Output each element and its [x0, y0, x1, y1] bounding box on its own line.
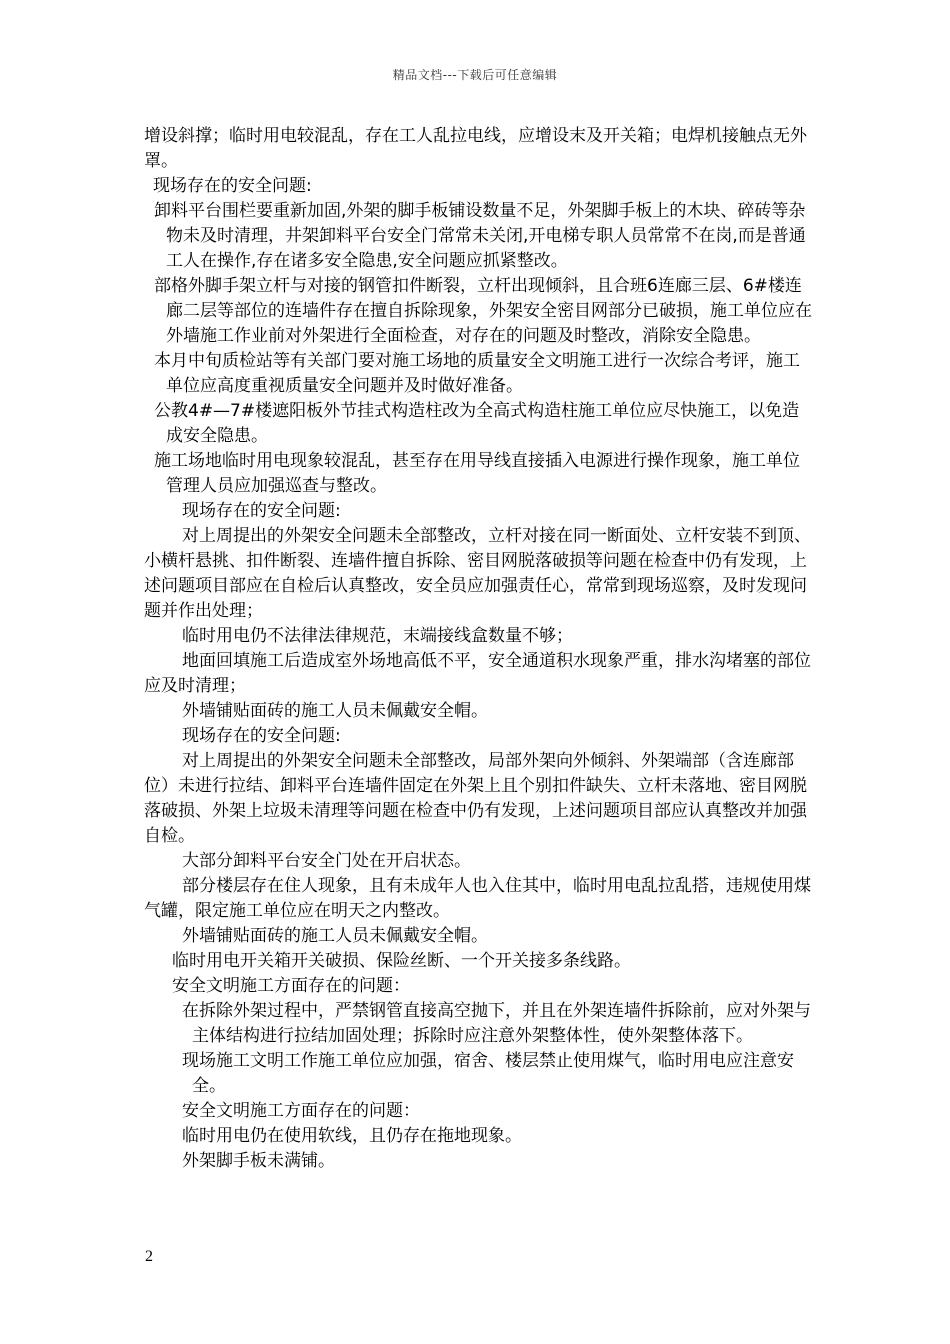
paragraph: 现场存在的安全问题: — [182, 726, 341, 746]
paragraph: 外墙铺贴面砖的施工人员未佩戴安全帽。 — [182, 701, 488, 721]
paragraph: 现场存在的安全问题: — [153, 176, 312, 196]
paragraph: 部分楼层存在住人现象，且有未成年人也入住其中，临时用电乱拉乱搭，违规使用煤气罐，限定施工单位应在明天之内整改。 — [144, 876, 811, 921]
page-header: 精品文档---下载后可任意编辑 — [392, 68, 558, 82]
paragraph: 临时用电开关箱开关破损、保险丝断、一个开关接多条线路。 — [172, 951, 631, 971]
paragraph: 临时用电仍在使用软线，且仍存在拖地现象。 — [182, 1126, 522, 1146]
page-number: 2 — [145, 1248, 153, 1265]
paragraph: 部格外脚手架立杆与对接的钢管扣件断裂，立杆出现倾斜，且合班6连廊三层、6#楼连廊二层等部位的连墙件存在擅自拆除现象，外架安全密目网部分已破损，施工单位应在外墙施工作业前对外架进行全面检查，对存在的问题及时整改，消除安全隐患。 — [154, 276, 812, 346]
paragraph: 卸料平台围栏要重新加固,外架的脚手板铺设数量不足，外架脚手板上的木块、碎砖等杂物未及时清理，井架卸料平台安全门常常未关闭,开电梯专职人员常常不在岗,而是普通工人在操作,存在诸多安全隐患,安全问题应抓紧整改。 — [154, 201, 806, 271]
paragraph: 大部分卸料平台安全门处在开启状态。 — [182, 851, 471, 871]
paragraph: 安全文明施工方面存在的问题： — [172, 976, 410, 996]
paragraph: 公教4#—7#楼遮阳板外节挂式构造柱改为全高式构造柱施工单位应尽快施工，以免造成安全隐患。 — [154, 401, 800, 446]
paragraph: 本月中旬质检站等有关部门要对施工场地的质量安全文明施工进行一次综合考评，施工单位应高度重视质量安全问题并及时做好准备。 — [154, 351, 800, 396]
document-body — [144, 124, 816, 1174]
paragraph: 对上周提出的外架安全问题未全部整改，立杆对接在同一断面处、立杆安装不到顶、小横杆悬挑、扣件断裂、连墙件擅自拆除、密目网脱落破损等问题在检查中仍有发现，上述问题项目部应在自检后认真整改，安全员应加强责任心，常常到现场巡察，及时发现问题并作出处理； — [144, 526, 811, 621]
paragraph: 安全文明施工方面存在的问题： — [182, 1101, 420, 1121]
paragraph: 地面回填施工后造成室外场地高低不平，安全通道积水现象严重，排水沟堵塞的部位应及时清理； — [144, 651, 811, 696]
paragraph: 外墙铺贴面砖的施工人员未佩戴安全帽。 — [182, 926, 488, 946]
paragraph: 在拆除外架过程中，严禁钢管直接高空抛下，并且在外架连墙件拆除前，应对外架与主体结构进行拉结加固处理；拆除时应注意外架整体性，使外架整体落下。 — [182, 1001, 811, 1046]
paragraph: 增设斜撑；临时用电较混乱，存在工人乱拉电线，应增设末及开关箱；电焊机接触点无外罩。 — [144, 126, 807, 171]
paragraph: 外架脚手板未满铺。 — [182, 1151, 335, 1171]
paragraph: 现场施工文明工作施工单位应加强，宿舍、楼层禁止使用煤气，临时用电应注意安全。 — [182, 1051, 794, 1096]
paragraph: 临时用电仍不法律法律规范，末端接线盒数量不够； — [182, 626, 573, 646]
paragraph: 对上周提出的外架安全问题未全部整改，局部外架向外倾斜、外架端部（含连廊部位）未进行拉结、卸料平台连墙件固定在外架上且个别扣件缺失、立杆未落地、密目网脱落破损、外架上垃圾未清理等问题在检查中仍有发现，上述问题项目部应认真整改并加强自检。 — [144, 751, 807, 846]
paragraph: 施工场地临时用电现象较混乱，甚至存在用导线直接插入电源进行操作现象，施工单位管理人员应加强巡查与整改。 — [154, 451, 800, 496]
paragraph: 现场存在的安全问题: — [182, 501, 341, 521]
